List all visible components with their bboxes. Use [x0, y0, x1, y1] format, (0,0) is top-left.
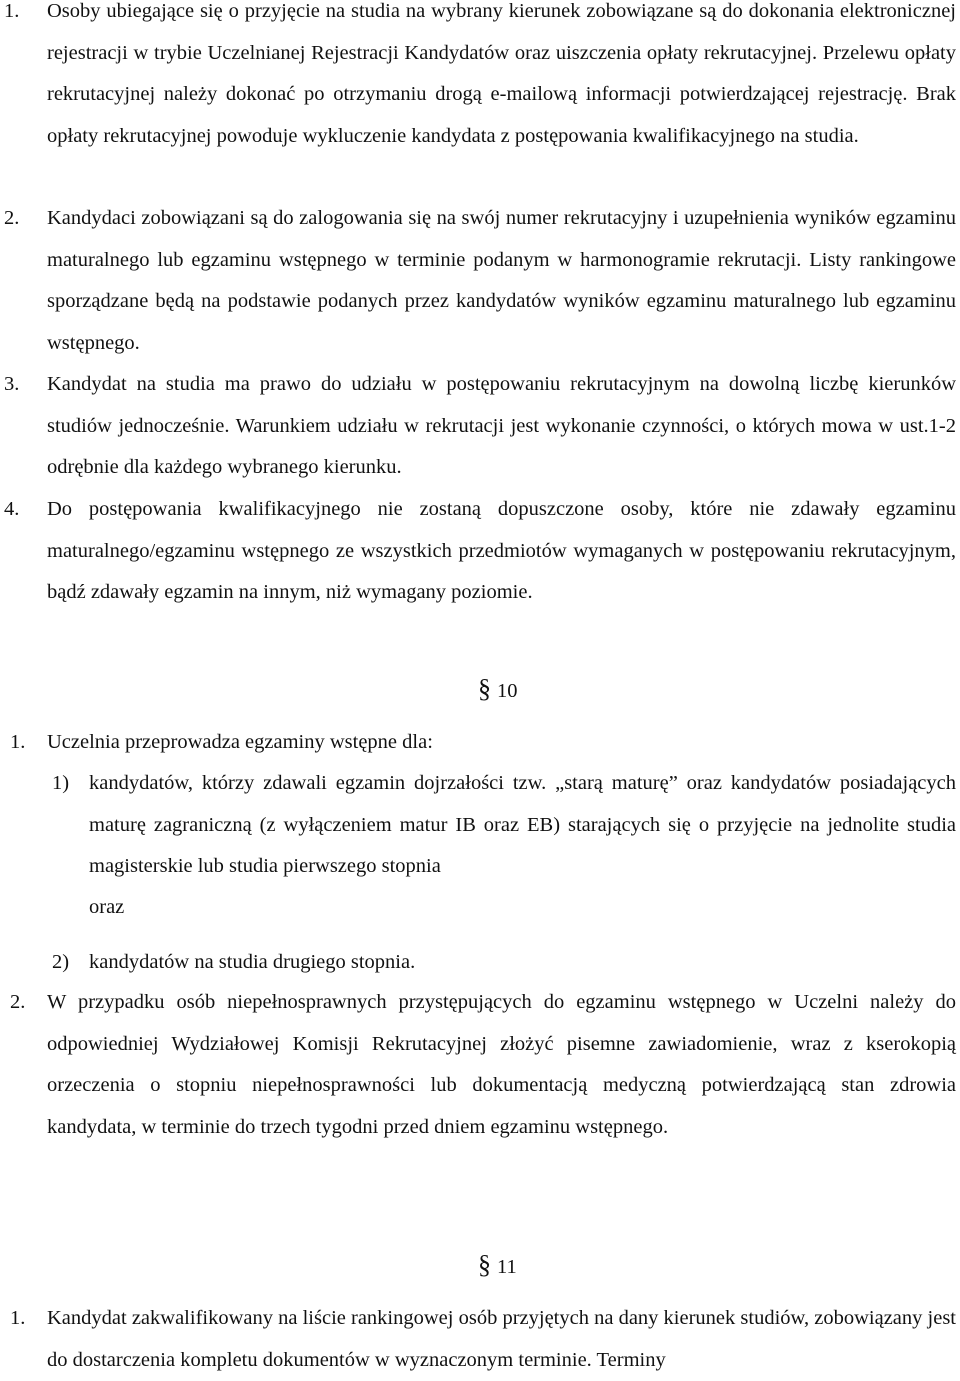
- item-text: Uczelnia przeprowadza egzaminy wstępne dla:: [47, 731, 433, 753]
- section-symbol: §: [478, 674, 491, 703]
- item-number: 2.: [10, 991, 26, 1013]
- section-heading: [478, 1250, 517, 1282]
- item-text: Kandydat zakwalifikowany na liście rankingowej osób przyjętych na dany kierunek studiów, zobowiązany jest do dostarczenia kompletu dokumentów w wyznaczonym terminie. Terminy: [47, 1307, 956, 1371]
- sub-item-text: kandydatów na studia drugiego stopnia.: [89, 951, 416, 973]
- item-text: Do postępowania kwalifikacyjnego nie zostaną dopuszczone osoby, które nie zdawały egzaminu maturalnego/egzaminu wstępnego ze wszystkich przedmiotów wymaganych w postępowaniu rekrutacyjnym, bądź zdawały egzamin na innym, niż wymagany poziomie.: [47, 498, 956, 603]
- conjunction-text: oraz: [89, 896, 125, 918]
- item-number: 4.: [4, 498, 20, 520]
- sub-item-number: 2): [52, 951, 70, 973]
- item-number: 2.: [4, 207, 20, 229]
- section-heading: [478, 674, 518, 706]
- item-number: 1.: [4, 0, 20, 22]
- section-symbol: §: [478, 1250, 491, 1279]
- item-text: Kandydat na studia ma prawo do udziału w postępowaniu rekrutacyjnym na dowolną liczbę kierunków studiów jednocześnie. Warunkiem udziału w rekrutacji jest wykonanie czynności, o których mowa w ust.1-2 odrębnie dla każdego wybranego kierunku.: [47, 373, 956, 478]
- item-number: 1.: [10, 1307, 26, 1329]
- item-number: 3.: [4, 373, 20, 395]
- sub-item-number: 1): [52, 772, 70, 794]
- item-number: 1.: [10, 731, 26, 753]
- sub-item-text: kandydatów, którzy zdawali egzamin dojrzałości tzw. „starą maturę” oraz kandydatów posiadających maturę zagraniczną (z wyłączeniem matur IB oraz EB) starających się o przyjęcie na jednolite studia magisterskie lub studia pierwszego stopnia: [89, 772, 956, 877]
- item-text: Osoby ubiegające się o przyjęcie na studia na wybrany kierunek zobowiązane są do dokonania elektronicznej rejestracji w trybie Uczelnianej Rejestracji Kandydatów oraz uiszczenia opłaty rekrutacyjnej. Przelewu opłaty rekrutacyjnej należy dokonać po otrzymaniu drogą e-mailową informacji potwierdzającej rejestrację. Brak opłaty rekrutacyjnej powoduje wykluczenie kandydata z postępowania kwalifikacyjnego na studia.: [47, 0, 956, 147]
- section-number: 10: [497, 680, 518, 702]
- item-text: W przypadku osób niepełnosprawnych przystępujących do egzaminu wstępnego w Uczelni należy do odpowiedniej Wydziałowej Komisji Rekrutacyjnej złożyć pisemne zawiadomienie, wraz z kserokopią orzeczenia o stopniu niepełnosprawności lub dokumentacją medyczną potwierdzającą stan zdrowia kandydata, w terminie do trzech tygodni przed dniem egzaminu wstępnego.: [47, 991, 956, 1138]
- item-text: Kandydaci zobowiązani są do zalogowania się na swój numer rekrutacyjny i uzupełnienia wyników egzaminu maturalnego lub egzaminu wstępnego w terminie podanym w harmonogramie rekrutacji. Listy rankingowe sporządzane będą na podstawie podanych przez kandydatów wyników egzaminu maturalnego lub egzaminu wstępnego.: [47, 207, 956, 354]
- section-number: 11: [497, 1256, 517, 1278]
